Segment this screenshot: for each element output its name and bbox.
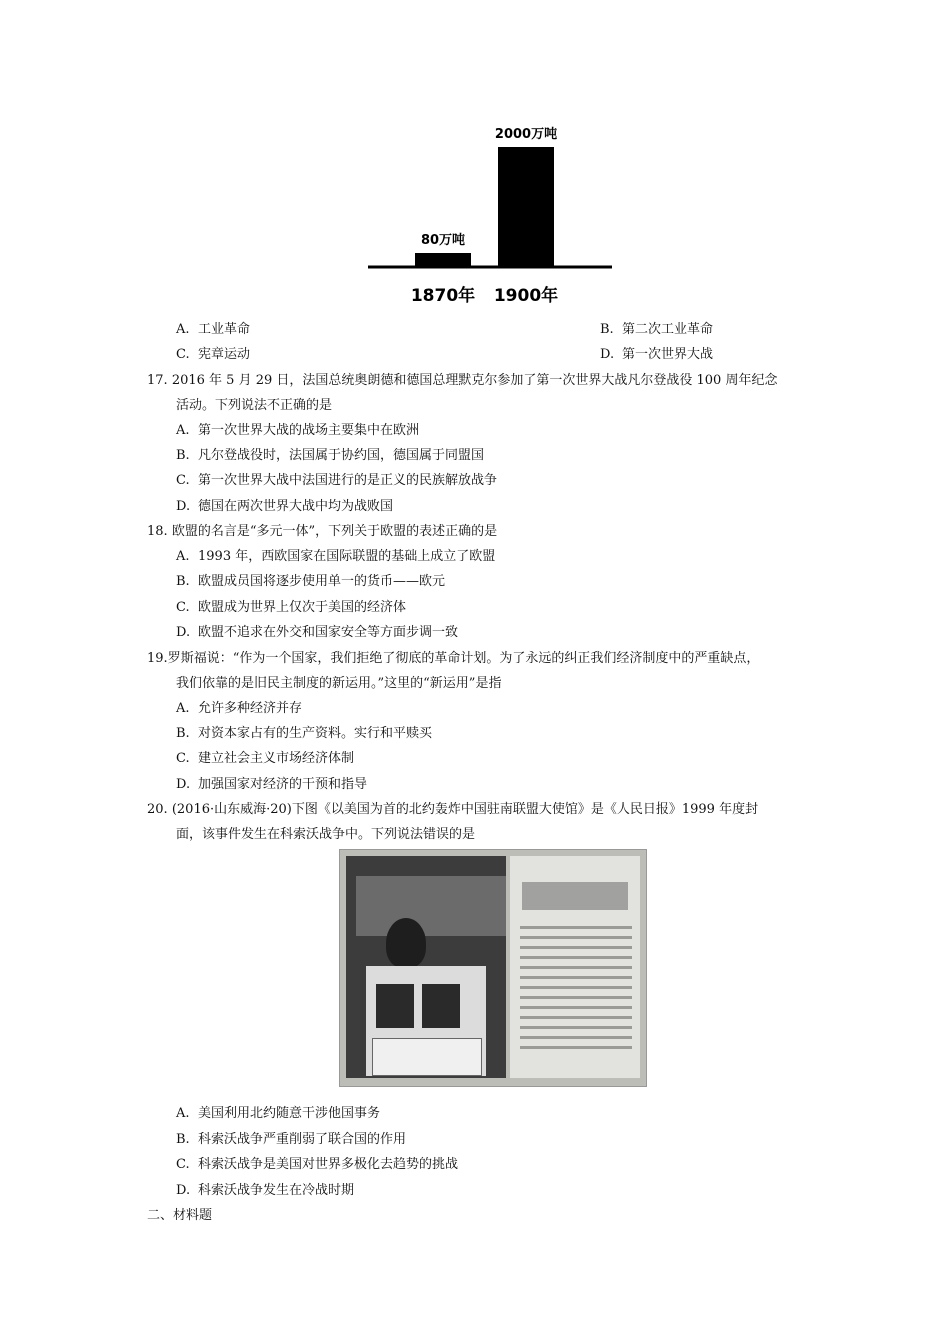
text-line	[520, 1016, 632, 1019]
q17-option-b[interactable]	[176, 447, 484, 465]
x-tick-label-0: 1870年	[410, 286, 476, 306]
option-label: C.	[176, 473, 190, 488]
option-label: C.	[176, 347, 190, 362]
text-line	[520, 986, 632, 989]
newspaper-text-panel	[510, 856, 640, 1078]
option-text: 科索沃战争是美国对世界多极化去趋势的挑战	[198, 1157, 459, 1172]
q20-stem-cont: 面，该事件发生在科索沃战争中。下列说法错误的是	[176, 827, 476, 842]
text-line	[520, 946, 632, 949]
option-text: 加强国家对经济的干预和指导	[198, 777, 368, 792]
option-text: 美国利用北约随意干涉他国事务	[198, 1106, 381, 1121]
option-label: B.	[176, 1132, 190, 1147]
text-line	[520, 1036, 632, 1039]
option-text: 第一次世界大战	[622, 347, 714, 362]
text-line	[520, 1026, 632, 1029]
option-label: A.	[176, 701, 190, 716]
text-line	[520, 996, 632, 999]
question-number: 20.	[147, 802, 168, 817]
option-text: 欧盟不追求在外交和国家安全等方面步调一致	[198, 625, 459, 640]
q16-option-c[interactable]	[176, 346, 250, 364]
q20-option-a[interactable]	[176, 1105, 380, 1123]
crowd	[356, 876, 506, 936]
q18-stem	[147, 523, 497, 541]
q19-stem-cont: 我们依靠的是旧民主制度的新运用。”这里的“新运用”是指	[176, 676, 502, 691]
option-label: A.	[176, 1106, 190, 1121]
option-label: D.	[176, 1183, 191, 1198]
option-label: C.	[176, 751, 190, 766]
text-line	[520, 1006, 632, 1009]
q19-option-a[interactable]	[176, 700, 302, 718]
option-text: 工业革命	[198, 322, 251, 337]
question-text: 罗斯福说：“作为一个国家，我们拒绝了彻底的革命计划。为了永远的纠正我们经济制度中的严重缺点，	[167, 651, 760, 666]
q17-stem-cont: 活动。下列说法不正确的是	[176, 398, 333, 413]
option-label: B.	[176, 574, 190, 589]
option-label: A.	[176, 423, 190, 438]
option-text: 欧盟成员国将逐步使用单一的货币——欧元	[198, 574, 446, 589]
protest-photo	[346, 856, 506, 1078]
q20-option-c[interactable]	[176, 1156, 458, 1174]
option-text: 科索沃战争严重削弱了联合国的作用	[198, 1132, 407, 1147]
q20-option-b[interactable]	[176, 1131, 406, 1149]
option-text: 建立社会主义市场经济体制	[198, 751, 355, 766]
q20-stem	[147, 801, 758, 819]
q19-option-b[interactable]	[176, 725, 432, 743]
q17-option-a[interactable]	[176, 422, 419, 440]
q17-stem	[147, 372, 777, 390]
text-line	[520, 966, 632, 969]
q16-option-a[interactable]	[176, 321, 250, 339]
section-title: 二、材料题	[147, 1208, 213, 1223]
portrait-placard	[376, 984, 414, 1028]
q18-option-c[interactable]	[176, 599, 406, 617]
question-number: 18.	[147, 524, 168, 539]
text-line	[520, 926, 632, 929]
bar-0	[415, 253, 471, 267]
option-text: 科索沃战争发生在冷战时期	[198, 1183, 355, 1198]
question-text: 2016 年 5 月 29 日，法国总统奥朗德和德国总理默克尔参加了第一次世界大战凡尔登战役 100 周年纪念	[171, 373, 778, 388]
q18-option-b[interactable]	[176, 573, 445, 591]
option-label: D.	[176, 499, 191, 514]
q19-option-d[interactable]	[176, 776, 367, 794]
option-label: D.	[600, 347, 615, 362]
question-number: 17.	[147, 373, 168, 388]
question-text: 欧盟的名言是“多元一体”，下列关于欧盟的表述正确的是	[171, 524, 498, 539]
banner	[372, 1038, 482, 1076]
headline-block	[522, 882, 628, 910]
q19-stem	[147, 650, 759, 668]
chart-canvas	[360, 110, 620, 310]
bar-1	[498, 147, 554, 267]
option-text: 对资本家占有的生产资料。实行和平赎买	[198, 726, 433, 741]
question-number: 19.	[147, 651, 168, 666]
newspaper-cover-photo	[339, 849, 647, 1087]
option-label: D.	[176, 625, 191, 640]
q16-option-d[interactable]	[600, 346, 713, 364]
option-text: 宪章运动	[198, 347, 251, 362]
option-label: B.	[600, 322, 614, 337]
q18-option-d[interactable]	[176, 624, 458, 642]
question-text: (2016·山东威海·20)下图《以美国为首的北约轰炸中国驻南联盟大使馆》是《人民日报》1999 年度封	[171, 802, 759, 817]
option-text: 欧盟成为世界上仅次于美国的经济体	[198, 600, 407, 615]
option-text: 凡尔登战役时，法国属于协约国，德国属于同盟国	[198, 448, 485, 463]
q20-option-d[interactable]	[176, 1182, 354, 1200]
text-line	[520, 936, 632, 939]
option-text: 1993 年，西欧国家在国际联盟的基础上成立了欧盟	[198, 549, 496, 564]
protester	[386, 918, 426, 968]
option-label: C.	[176, 600, 190, 615]
option-text: 第一次世界大战中法国进行的是正义的民族解放战争	[198, 473, 498, 488]
data-label-0: 80万吨	[420, 233, 466, 248]
steel-output-bar-chart	[360, 110, 620, 310]
option-text: 第一次世界大战的战场主要集中在欧洲	[198, 423, 420, 438]
q17-option-d[interactable]	[176, 498, 393, 516]
x-tick-label-1: 1900年	[493, 286, 559, 306]
option-label: D.	[176, 777, 191, 792]
q17-option-c[interactable]	[176, 472, 497, 490]
q18-option-a[interactable]	[176, 548, 495, 566]
option-text: 允许多种经济并存	[198, 701, 303, 716]
option-text: 德国在两次世界大战中均为战败国	[198, 499, 394, 514]
option-label: A.	[176, 322, 190, 337]
q16-option-b[interactable]	[600, 321, 713, 339]
text-line	[520, 1046, 632, 1049]
q19-option-c[interactable]	[176, 750, 354, 768]
text-line	[520, 956, 632, 959]
option-label: B.	[176, 448, 190, 463]
option-label: B.	[176, 726, 190, 741]
option-label: A.	[176, 549, 190, 564]
portrait-placard	[422, 984, 460, 1028]
option-label: C.	[176, 1157, 190, 1172]
data-label-1: 2000万吨	[494, 127, 558, 142]
text-line	[520, 976, 632, 979]
option-text: 第二次工业革命	[622, 322, 714, 337]
